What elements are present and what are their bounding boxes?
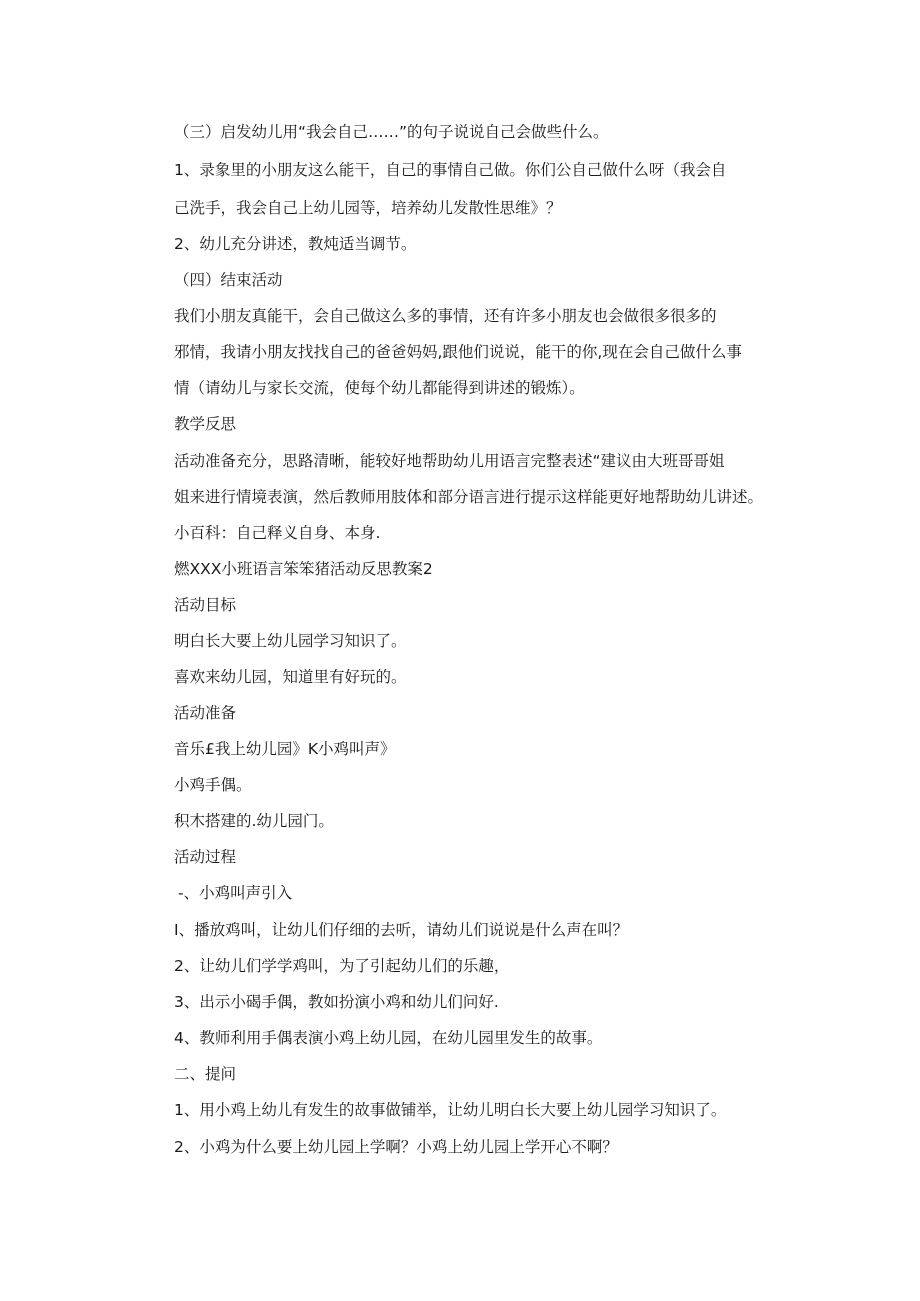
list-item: 明白长大要上幼儿园学习知识了。 [174, 632, 407, 650]
heading-reflection: 教学反思 [174, 415, 237, 433]
lesson-title: 燃XXX小班语言笨笨猪活动反思教案2 [174, 560, 433, 578]
subheading-step-1: -、小鸡叫声引入 [178, 884, 293, 902]
list-item: 2、让幼儿们学学鸡叫，为了引起幼儿们的乐趣， [174, 957, 510, 975]
heading-process: 活动过程 [174, 848, 237, 866]
paragraph-line: 小百科：自己释义自身、本身. [174, 524, 381, 542]
paragraph-line: 情（请幼儿与家长交流，使每个幼儿都能得到讲述的锻炼）。 [174, 379, 585, 397]
section-heading-4: （四）结束活动 [174, 271, 283, 289]
paragraph-line: 1、录象里的小朋友这么能干，自己的事情自己做。你们公自己做什么呀（我会自 [174, 161, 727, 179]
list-item: 音乐£我上幼儿园》K小鸡叫声》 [174, 740, 396, 758]
paragraph-line: 2、幼儿充分讲述，教炖适当调节。 [174, 235, 417, 253]
paragraph-line: 活动准备充分，思路清晰，能较好地帮助幼儿用语言完整表述“建议由大班哥哥姐 [174, 452, 725, 470]
paragraph-line: 姐来进行情境表演，然后教师用肢体和部分语言进行提示这样能更好地帮助幼儿讲述。 [174, 488, 764, 506]
section-heading-3: （三）启发幼儿用“我会自己……”的句子说说自己会做些什么。 [174, 123, 609, 141]
paragraph-line: 邪情，我请小朋友找找自己的爸爸妈妈,跟他们说说，能干的你,现在会自己做什么事 [174, 343, 742, 361]
list-item: 3、出示小碣手偶，教如扮演小鸡和幼儿们问好. [174, 993, 499, 1011]
list-item: 1、用小鸡上幼儿有发生的故事做铺举，让幼儿明白长大要上幼儿园学习知识了。 [174, 1101, 727, 1119]
list-item: 4、教师利用手偶表演小鸡上幼儿园，在幼儿园里发生的故事。 [174, 1029, 603, 1047]
heading-objectives: 活动目标 [174, 596, 237, 614]
list-item: 喜欢来幼儿园，知道里有好玩的。 [174, 668, 407, 686]
list-item: I、播放鸡叫，让幼儿们仔细的去听，请幼儿们说说是什么声在叫？ [174, 921, 629, 939]
list-item: 小鸡手偶。 [174, 776, 252, 794]
list-item: 积木搭建的.幼儿园门。 [174, 812, 334, 830]
heading-preparation: 活动准备 [174, 704, 237, 722]
paragraph-line: 己洗手，我会自己上幼儿园等，培养幼儿发散性思维》？ [174, 199, 562, 217]
list-item: 2、小鸡为什么要上幼儿园上学啊？小鸡上幼儿园上学开心不啊？ [174, 1138, 618, 1156]
paragraph-line: 我们小朋友真能干，会自己做这么多的事情，还有许多小朋友也会做很多很多的 [174, 307, 717, 325]
subheading-step-2: 二、提问 [174, 1065, 237, 1083]
